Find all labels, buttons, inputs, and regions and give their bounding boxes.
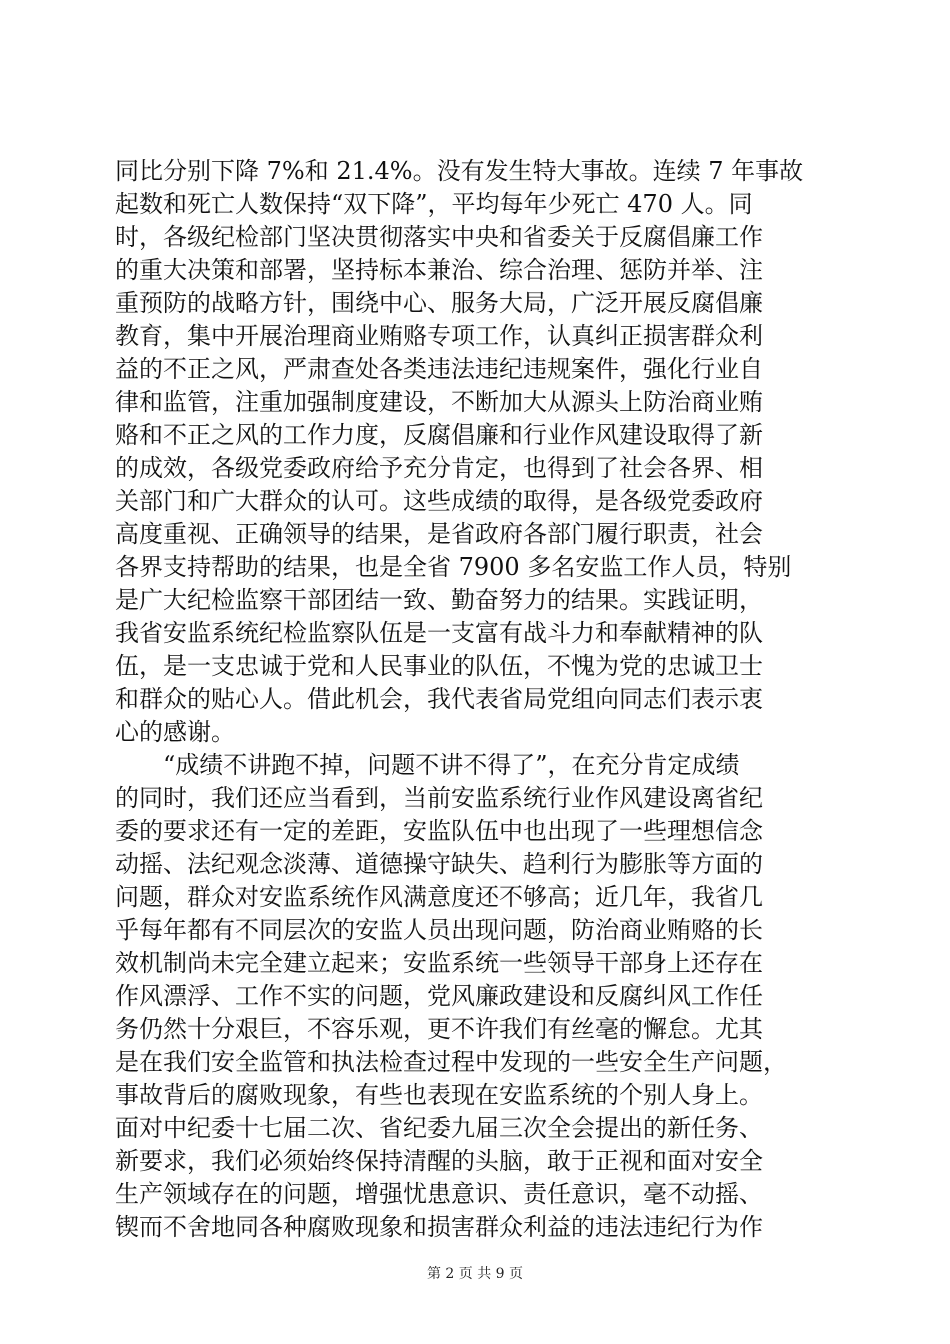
text-line: 新要求，我们必须始终保持清醒的头脑，敢于正视和面对安全 (115, 1147, 763, 1175)
text-line: 委的要求还有一定的差距，安监队伍中也出现了一些理想信念 (115, 817, 763, 845)
page-footer: 第 2 页 共 9 页 (426, 1266, 524, 1282)
text-line: 伍，是一支忠诚于党和人民事业的队伍，不愧为党的忠诚卫士 (115, 652, 763, 680)
text-line: 是广大纪检监察干部团结一致、勤奋努力的结果。实践证明， (115, 586, 763, 614)
text-line: 效机制尚未完全建立起来；安监系统一些领导干部身上还存在 (115, 949, 763, 977)
body-text (115, 155, 835, 1244)
text-line: 的同时，我们还应当看到，当前安监系统行业作风建设离省纪 (115, 784, 763, 812)
text-line: 关部门和广大群众的认可。这些成绩的取得，是各级党委政府 (115, 487, 763, 515)
text-line: 动摇、法纪观念淡薄、道德操守缺失、趋利行为膨胀等方面的 (115, 850, 763, 878)
text-line: 益的不正之风，严肃查处各类违法违纪违规案件，强化行业自 (115, 355, 763, 383)
text-line: 重预防的战略方针，围绕中心、服务大局，广泛开展反腐倡廉 (115, 289, 763, 317)
text-line: 时，各级纪检部门坚决贯彻落实中央和省委关于反腐倡廉工作 (115, 223, 763, 251)
text-line: “成绩不讲跑不掉，问题不讲不得了”，在充分肯定成绩 (115, 751, 740, 779)
text-line: 务仍然十分艰巨，不容乐观，更不许我们有丝毫的懈怠。尤其 (115, 1015, 763, 1043)
text-line: 各界支持帮助的结果，也是全省 7900 多名安监工作人员，特别 (115, 553, 792, 581)
text-line: 教育，集中开展治理商业贿赂专项工作，认真纠正损害群众利 (115, 322, 763, 350)
text-line: 乎每年都有不同层次的安监人员出现问题，防治商业贿赂的长 (115, 916, 763, 944)
text-line: 和群众的贴心人。借此机会，我代表省局党组向同志们表示衷 (115, 685, 763, 713)
text-line: 作风漂浮、工作不实的问题，党风廉政建设和反腐纠风工作任 (115, 982, 763, 1010)
text-line: 同比分别下降 7%和 21.4%。没有发生特大事故。连续 7 年事故 (115, 157, 804, 185)
text-line: 的成效，各级党委政府给予充分肯定，也得到了社会各界、相 (115, 454, 763, 482)
text-line: 是在我们安全监管和执法检查过程中发现的一些安全生产问题， (115, 1048, 787, 1076)
text-line: 面对中纪委十七届二次、省纪委九届三次全会提出的新任务、 (115, 1114, 763, 1142)
text-line: 律和监管，注重加强制度建设，不断加大从源头上防治商业贿 (115, 388, 763, 416)
text-line: 事故背后的腐败现象，有些也表现在安监系统的个别人身上。 (115, 1081, 763, 1109)
text-line: 高度重视、正确领导的结果，是省政府各部门履行职责，社会 (115, 520, 763, 548)
text-line: 的重大决策和部署，坚持标本兼治、综合治理、惩防并举、注 (115, 256, 763, 284)
text-line: 锲而不舍地同各种腐败现象和损害群众利益的违法违纪行为作 (115, 1213, 763, 1241)
text-line: 起数和死亡人数保持“双下降”，平均每年少死亡 470 人。同 (115, 190, 753, 218)
text-line: 赂和不正之风的工作力度，反腐倡廉和行业作风建设取得了新 (115, 421, 763, 449)
text-line: 我省安监系统纪检监察队伍是一支富有战斗力和奉献精神的队 (115, 619, 763, 647)
text-line: 心的感谢。 (115, 718, 235, 746)
text-line: 生产领域存在的问题，增强忧患意识、责任意识，毫不动摇、 (115, 1180, 763, 1208)
text-line: 问题，群众对安监系统作风满意度还不够高；近几年，我省几 (115, 883, 763, 911)
